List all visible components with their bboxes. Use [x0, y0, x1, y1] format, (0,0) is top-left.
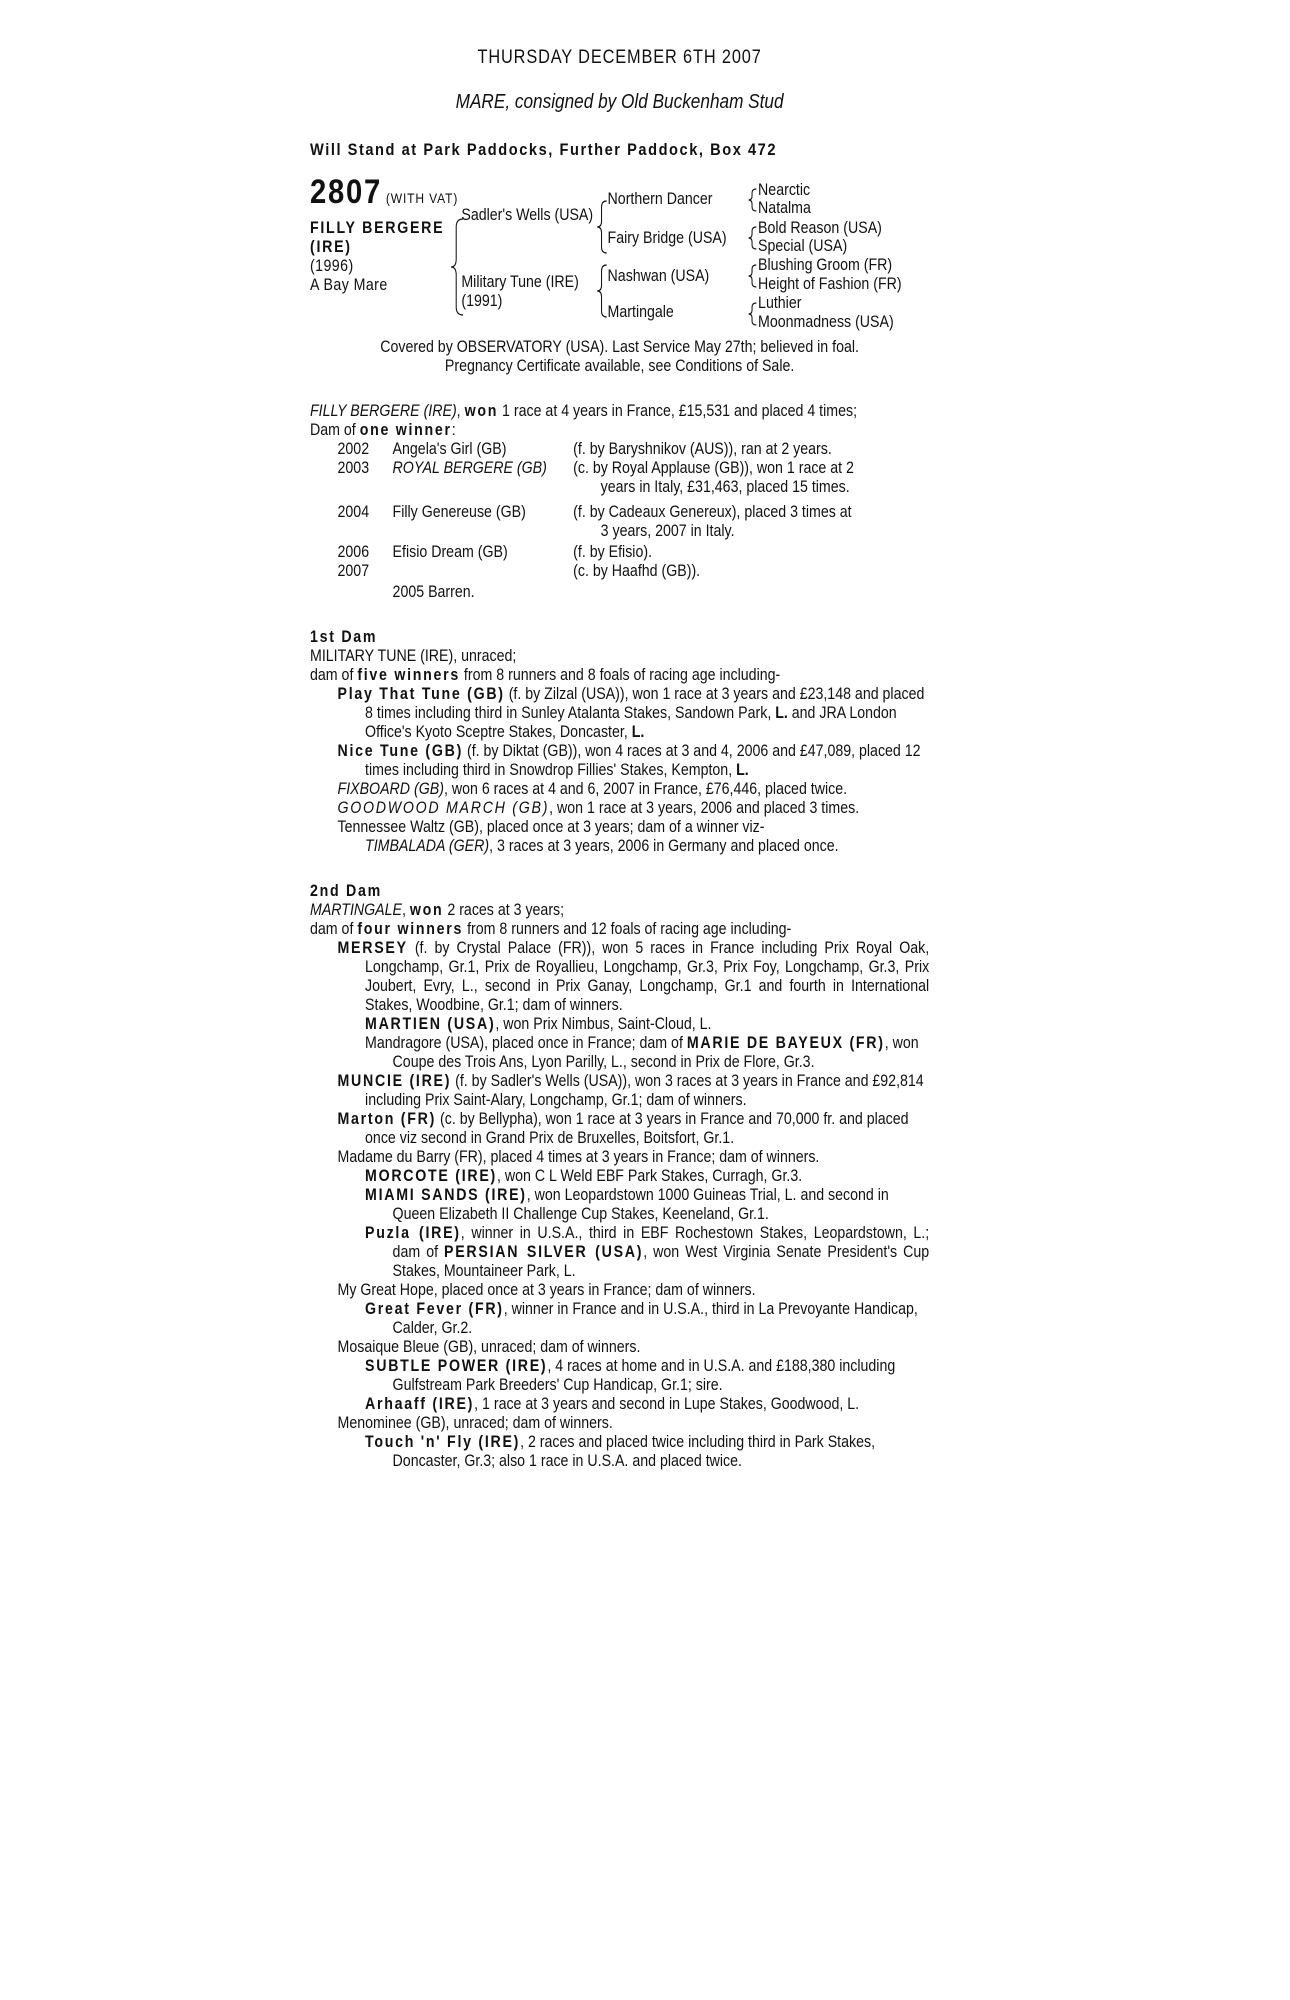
first-dam-entry: GOODWOOD MARCH (GB), won 1 race at 3 years, 2006 and placed 3 times.	[337, 799, 860, 817]
sire: Sadler's Wells (USA)	[461, 206, 594, 224]
sale-date: THURSDAY DECEMBER 6TH 2007	[477, 47, 762, 68]
mare-name: FILLY BERGERE (IRE)	[310, 402, 457, 420]
horse-year: (1996)	[310, 257, 354, 275]
dam-year: (1991)	[461, 292, 503, 310]
first-dam-heading: 1st Dam	[310, 628, 378, 646]
second-dam-entry: Mosaique Bleue (GB), unraced; dam of winners.	[337, 1338, 641, 1356]
second-dam-entry: Marton (FR) (c. by Bellypha), won 1 race at 3 years in France and 70,000 fr. and placed once viz second in Grand Prix de Bruxelles, Boitsfort, Gr.1.	[337, 1110, 909, 1147]
second-dam-name: MARTINGALE, won 2 races at 3 years;	[310, 901, 565, 919]
mare-record: FILLY BERGERE (IRE), won 1 race at 4 years in France, £15,531 and placed 4 times;	[310, 402, 858, 420]
second-dam-heading: 2nd Dam	[310, 882, 382, 900]
second-dam-entry: Mandragore (USA), placed once in France; dam of MARIE DE BAYEUX (FR), won Coupe des Trois Ans, Lyon Parilly, L., second in Prix de Flore, Gr.3.	[365, 1034, 919, 1071]
second-dam-entry: Menominee (GB), unraced; dam of winners.	[337, 1414, 613, 1432]
horse-name-line1: FILLY BERGERE	[310, 219, 445, 237]
pedigree-block	[310, 173, 929, 336]
second-dam-entry: SUBTLE POWER (IRE), 4 races at home and in U.S.A. and £188,380 including Gulfstream Park Breeders' Cup Handicap, Gr.1; sire.	[365, 1357, 896, 1394]
second-dam-entry: Madame du Barry (FR), placed 4 times at 3 years in France; dam of winners.	[337, 1148, 820, 1166]
second-dam-entry: Puzla (IRE), winner in U.S.A., third in EBF Rochestown Stakes, Leopardstown, L.; dam of PERSIAN SILVER (USA), won West Virginia Senate President's Cup Stakes, Mountaineer Park, L.	[365, 1224, 930, 1280]
gg-4: Special (USA)	[758, 237, 848, 255]
first-dam-entry: Play That Tune (GB) (f. by Zilzal (USA)), won 1 race at 3 years and £23,148 and placed 8 times including third in Sunley Atalanta Stakes, Sandown Park, L. and JRA London Office's Kyoto Sceptre Stakes, Doncaster, L.	[337, 685, 925, 741]
gg-5: Blushing Groom (FR)	[758, 256, 893, 274]
gg-2: Natalma	[758, 199, 811, 217]
second-dam-entry: MUNCIE (IRE) (f. by Sadler's Wells (USA)), won 3 races at 3 years in France and £92,814 including Prix Saint-Alary, Longchamp, Gr.1; dam of winners.	[337, 1072, 924, 1109]
sire-sire: Northern Dancer	[607, 190, 713, 208]
gg-8: Moonmadness (USA)	[758, 313, 894, 331]
gg-3: Bold Reason (USA)	[758, 219, 882, 237]
second-dam-summary: dam of four winners from 8 runners and 12 foals of racing age including-	[310, 920, 792, 938]
produce-row: 2003 ROYAL BERGERE (GB) (c. by Royal Applause (GB)), won 1 race at 2 years in Italy, £31,463, placed 15 times.	[337, 459, 854, 496]
dam: Military Tune (IRE)	[461, 273, 579, 291]
barren-note: 2005 Barren.	[392, 583, 475, 601]
horse-description: A Bay Mare	[310, 276, 388, 294]
produce-row: 2004 Filly Genereuse (GB) (f. by Cadeaux Genereux), placed 3 times at 3 years, 2007 in Italy.	[337, 503, 852, 540]
first-dam-entry: Tennessee Waltz (GB), placed once at 3 years; dam of a winner viz-	[337, 818, 765, 836]
sire-dam: Fairy Bridge (USA)	[607, 229, 727, 247]
covered-line1: Covered by OBSERVATORY (USA). Last Service May 27th; believed in foal.	[380, 338, 859, 356]
second-dam-entry: MERSEY (f. by Crystal Palace (FR)), won 5 races in France including Prix Royal Oak, Longchamp, Gr.1, Prix de Royallieu, Longchamp, Gr.3, Prix Foy, Longchamp, Gr.3, Prix Joubert, Evry, L., second in Prix Ganay, Longchamp, Gr.1 and fourth in International Stakes, Woodbine, Gr.1; dam of winners.	[337, 939, 930, 1014]
produce-row: 2002 Angela's Girl (GB) (f. by Baryshnikov (AUS)), ran at 2 years.	[337, 440, 832, 458]
second-dam-entry: MARTIEN (USA), won Prix Nimbus, Saint-Cloud, L.	[365, 1015, 712, 1033]
vat-note: (WITH VAT)	[385, 190, 459, 206]
second-dam-entry: My Great Hope, placed once at 3 years in France; dam of winners.	[337, 1281, 756, 1299]
gg-1: Nearctic	[758, 181, 811, 199]
dam-dam: Martingale	[607, 303, 674, 321]
gg-7: Luthier	[758, 294, 802, 312]
second-dam-entry: Great Fever (FR), winner in France and in U.S.A., third in La Prevoyante Handicap, Calder, Gr.2.	[365, 1300, 918, 1337]
stand-location: Will Stand at Park Paddocks, Further Paddock, Box 472	[310, 140, 778, 159]
second-dam-entry: MORCOTE (IRE), won C L Weld EBF Park Stakes, Curragh, Gr.3.	[365, 1167, 803, 1185]
gg-6: Height of Fashion (FR)	[758, 275, 902, 293]
first-dam-entry: FIXBOARD (GB), won 6 races at 4 and 6, 2007 in France, £76,446, placed twice.	[337, 780, 848, 798]
dam-sire: Nashwan (USA)	[607, 267, 710, 285]
first-dam-entry: Nice Tune (GB) (f. by Diktat (GB)), won 4 races at 3 and 4, 2006 and £47,089, placed 12 times including third in Snowdrop Fillies' Stakes, Kempton, L.	[337, 742, 921, 779]
first-dam-name: MILITARY TUNE (IRE), unraced;	[310, 647, 517, 665]
mare-dam-of: Dam of one winner:	[310, 421, 456, 439]
horse-name-line2: (IRE)	[310, 238, 352, 256]
covered-line2: Pregnancy Certificate available, see Conditions of Sale.	[444, 357, 795, 375]
second-dam-entry: MIAMI SANDS (IRE), won Leopardstown 1000 Guineas Trial, L. and second in Queen Elizabeth II Challenge Cup Stakes, Keeneland, Gr.1.	[365, 1186, 889, 1223]
first-dam-entry: TIMBALADA (GER), 3 races at 3 years, 2006 in Germany and placed once.	[365, 837, 839, 855]
produce-row: 2007 (c. by Haafhd (GB)).	[337, 562, 701, 580]
second-dam-entry: Arhaaff (IRE), 1 race at 3 years and second in Lupe Stakes, Goodwood, L.	[365, 1395, 860, 1413]
second-dam-entry: Touch 'n' Fly (IRE), 2 races and placed twice including third in Park Stakes, Doncaster, Gr.3; also 1 race in U.S.A. and placed twice.	[365, 1433, 876, 1470]
consignor-line: MARE, consigned by Old Buckenham Stud	[455, 91, 784, 113]
catalogue-page	[310, 40, 929, 1471]
produce-row: 2006 Efisio Dream (GB) (f. by Efisio).	[337, 543, 653, 561]
first-dam-summary: dam of five winners from 8 runners and 8 foals of racing age including-	[310, 666, 781, 684]
lot-number: 2807	[310, 173, 382, 211]
